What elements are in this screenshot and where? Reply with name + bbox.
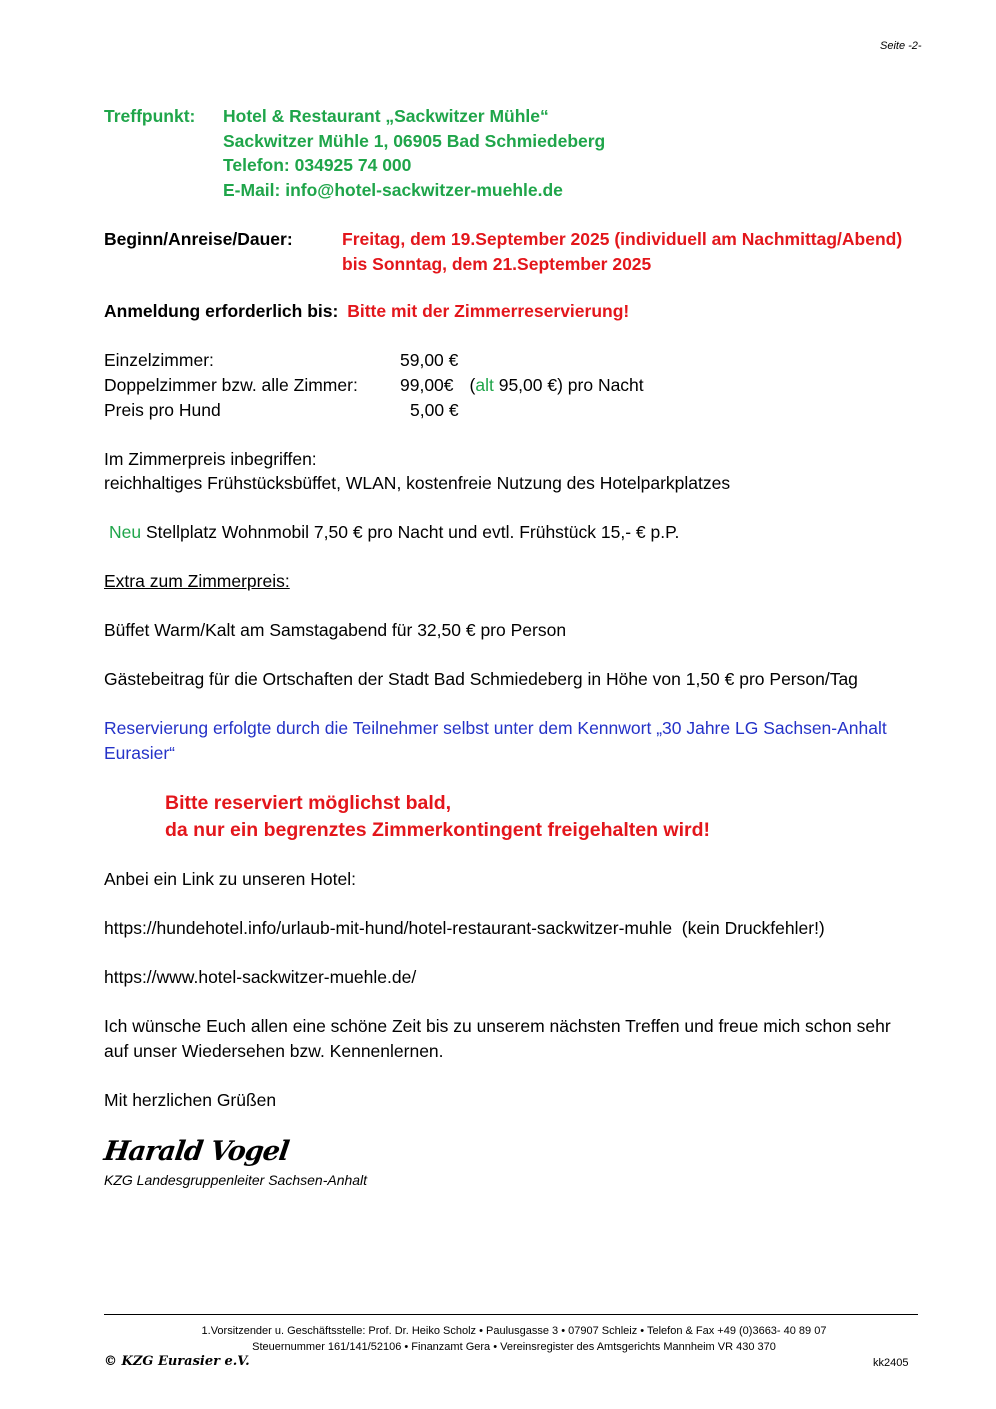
footer-divider [104, 1314, 918, 1315]
closing-text-cont: auf unser Wiedersehen bzw. Kennenlernen. [104, 1040, 444, 1061]
registration-label: Anmeldung erforderlich bis: [104, 301, 339, 321]
price-double-alt-label: alt [475, 375, 494, 395]
closing-text: Ich wünsche Euch allen eine schöne Zeit bis zu unserem nächsten Treffen und freue mich schon sehr [104, 1016, 891, 1036]
price-double-value: 99,00€ [400, 375, 454, 395]
price-dog-value: 5,00 € [410, 399, 459, 420]
links-intro: Anbei ein Link zu unseren Hotel: [104, 869, 356, 889]
footer-register: Steuernummer 161/141/52106 • Finanzamt Gera • Vereinsregister des Amtsgerichts Mannheim VR 430 370 [252, 1341, 776, 1353]
footer-code: kk2405 [873, 1357, 909, 1369]
price-double-paren: ( [469, 375, 476, 395]
footer-brand: © KZG Eurasier e.V. [104, 1354, 250, 1369]
price-double-row [400, 373, 644, 398]
extra-buffet: Büffet Warm/Kalt am Samstagabend für 32,50 € pro Person [104, 620, 567, 640]
reservation-note: Reservierung erfolgte durch die Teilnehmer selbst unter dem Kennwort „30 Jahre LG Sachsen-Anhalt [104, 718, 887, 738]
meeting-line: Sackwitzer Mühle 1, 06905 Bad Schmiedeberg [223, 130, 606, 151]
link-hotel[interactable]: https://www.hotel-sackwitzer-muehle.de/ [104, 967, 417, 987]
footer-address: 1.Vorsitzender u. Geschäftsstelle: Prof. Dr. Heiko Scholz • Paulusgasse 3 • 07907 Schleiz • Telefon & Fax +49 (0)3663- 40 89 07 [201, 1325, 827, 1337]
extra-heading: Extra zum Zimmerpreis: [104, 571, 290, 591]
link-note: (kein Druckfehler!) [672, 918, 825, 938]
warning-line: Bitte reserviert möglichst bald, [165, 792, 452, 814]
included-text: reichhaltiges Frühstücksbüffet, WLAN, kostenfreie Nutzung des Hotelparkplatzes [104, 473, 731, 493]
meeting-label: Treffpunkt: [104, 106, 196, 126]
included-heading: Im Zimmerpreis inbegriffen: [104, 448, 317, 469]
camper-new-label: Neu [109, 522, 142, 542]
schedule-end: bis Sonntag, dem 21.September 2025 [342, 253, 652, 274]
greeting: Mit herzlichen Grüßen [104, 1090, 277, 1110]
price-single-value: 59,00 € [400, 350, 459, 370]
camper-row [109, 520, 679, 545]
page-number: Seite -2- [880, 40, 922, 52]
meeting-line: Telefon: 034925 74 000 [223, 155, 412, 176]
price-dog-label: Preis pro Hund [104, 399, 221, 420]
link-hundehotel[interactable]: https://hundehotel.info/urlaub-mit-hund/hotel-restaurant-sackwitzer-muhle [104, 918, 673, 938]
registration-value: Bitte mit der Zimmerreservierung! [347, 301, 630, 321]
meeting-email: E-Mail: info@hotel-sackwitzer-muehle.de [223, 179, 563, 200]
signature: Harald Vogel [102, 1136, 291, 1167]
link-row [104, 916, 825, 941]
price-double-alt-value: 95,00 €) pro Nacht [493, 375, 644, 395]
price-double-label: Doppelzimmer bzw. alle Zimmer: [104, 375, 358, 395]
camper-text: Stellplatz Wohnmobil 7,50 € pro Nacht und evtl. Frühstück 15,- € p.P. [141, 522, 680, 542]
schedule-label: Beginn/Anreise/Dauer: [104, 229, 293, 249]
signature-role: KZG Landesgruppenleiter Sachsen-Anhalt [104, 1172, 368, 1188]
price-single-label: Einzelzimmer: [104, 350, 214, 370]
reservation-note-cont: Eurasier“ [104, 742, 175, 763]
schedule-start: Freitag, dem 19.September 2025 (individuell am Nachmittag/Abend) [342, 229, 903, 249]
extra-guest-fee: Gästebeitrag für die Ortschaften der Stadt Bad Schmiedeberg in Höhe von 1,50 € pro Person/Tag [104, 669, 858, 689]
warning-line: da nur ein begrenztes Zimmerkontingent freigehalten wird! [165, 819, 710, 841]
meeting-line: Hotel & Restaurant „Sackwitzer Mühle“ [223, 106, 549, 126]
registration-row [104, 299, 629, 324]
